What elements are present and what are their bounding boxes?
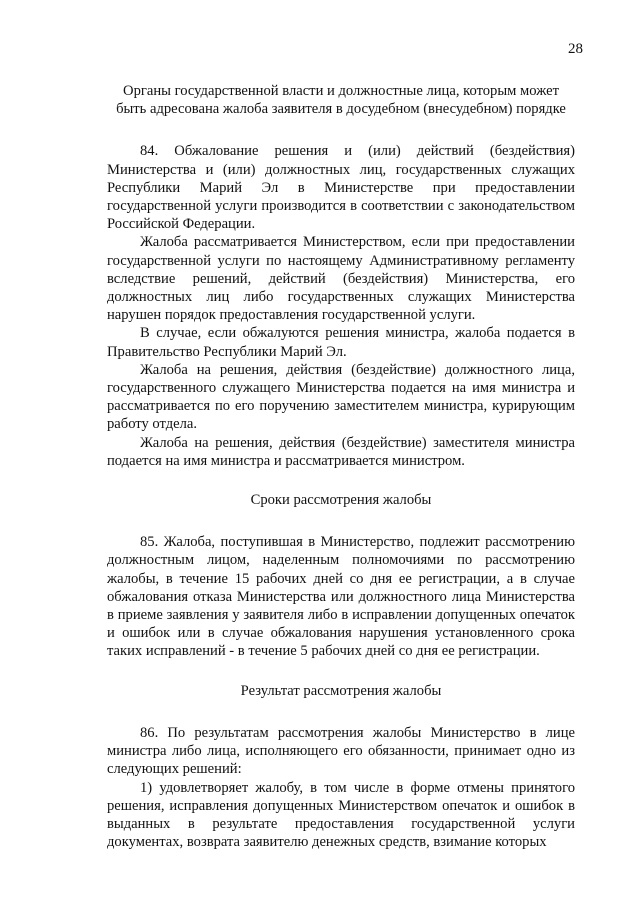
paragraph: Жалоба на решения, действия (бездействие) заместителя министра подается на имя министра и рассматривается министром. xyxy=(107,434,575,469)
paragraph: 84. Обжалование решения и (или) действий (бездействия) Министерства и (или) должностных лиц, государственных служащих Республики Марий Эл в Министерстве при предоставлении государственной услуги производится в соответствии с законодательством Российской Федерации. xyxy=(107,143,575,233)
paragraph: 85. Жалоба, поступившая в Министерство, подлежит рассмотрению должностным лицом, наделенным полномочиями по рассмотрению жалобы, в течение 15 рабочих дней со дня ее регистрации, а в случае обжалования отказа Министерства или должностного лица Министерства в приеме заявления у заявителя либо в исправлении допущенных опечаток и ошибок или в случае обжалования нарушения установленного срока таких исправлений - в течение 5 рабочих дней со дня ее регистрации. xyxy=(107,534,575,660)
paragraph: Жалоба рассматривается Министерством, если при предоставлении государственной услуги по настоящему Административному регламенту вследствие решений, действий (бездействия) Министерства, его должностных лиц либо государственных служащих Министерства нарушен порядок предоставления государственной услуги. xyxy=(107,234,575,324)
paragraph: В случае, если обжалуются решения министра, жалоба подается в Правительство Республики Марий Эл. xyxy=(107,325,575,360)
section-heading-review-deadlines: Сроки рассмотрения жалобы xyxy=(250,492,432,509)
section-heading-complaint-authorities: Органы государственной власти и должностные лица, которым может быть адресована жалоба заявителя в досудебном (внесудебном) порядке xyxy=(116,83,566,118)
paragraph: 86. По результатам рассмотрения жалобы Министерство в лице министра либо лица, исполняющего его обязанности, принимает одно из следующих решений: xyxy=(107,724,575,778)
paragraph: 1) удовлетворяет жалобу, в том числе в форме отмены принятого решения, исправления допущенных Министерством опечаток и ошибок в выданных в результате предоставления государственной услуги документах, возврата заявителю денежных средств, взимание которых xyxy=(107,779,575,851)
section-heading-review-result: Результат рассмотрения жалобы xyxy=(240,682,442,699)
page-number: 28 xyxy=(568,41,583,57)
document-body xyxy=(107,82,575,851)
paragraph: Жалоба на решения, действия (бездействие) должностного лица, государственного служащего Министерства подается на имя министра и рассматривается по его поручению заместителем министра, курирующим работу отдела. xyxy=(107,361,575,433)
